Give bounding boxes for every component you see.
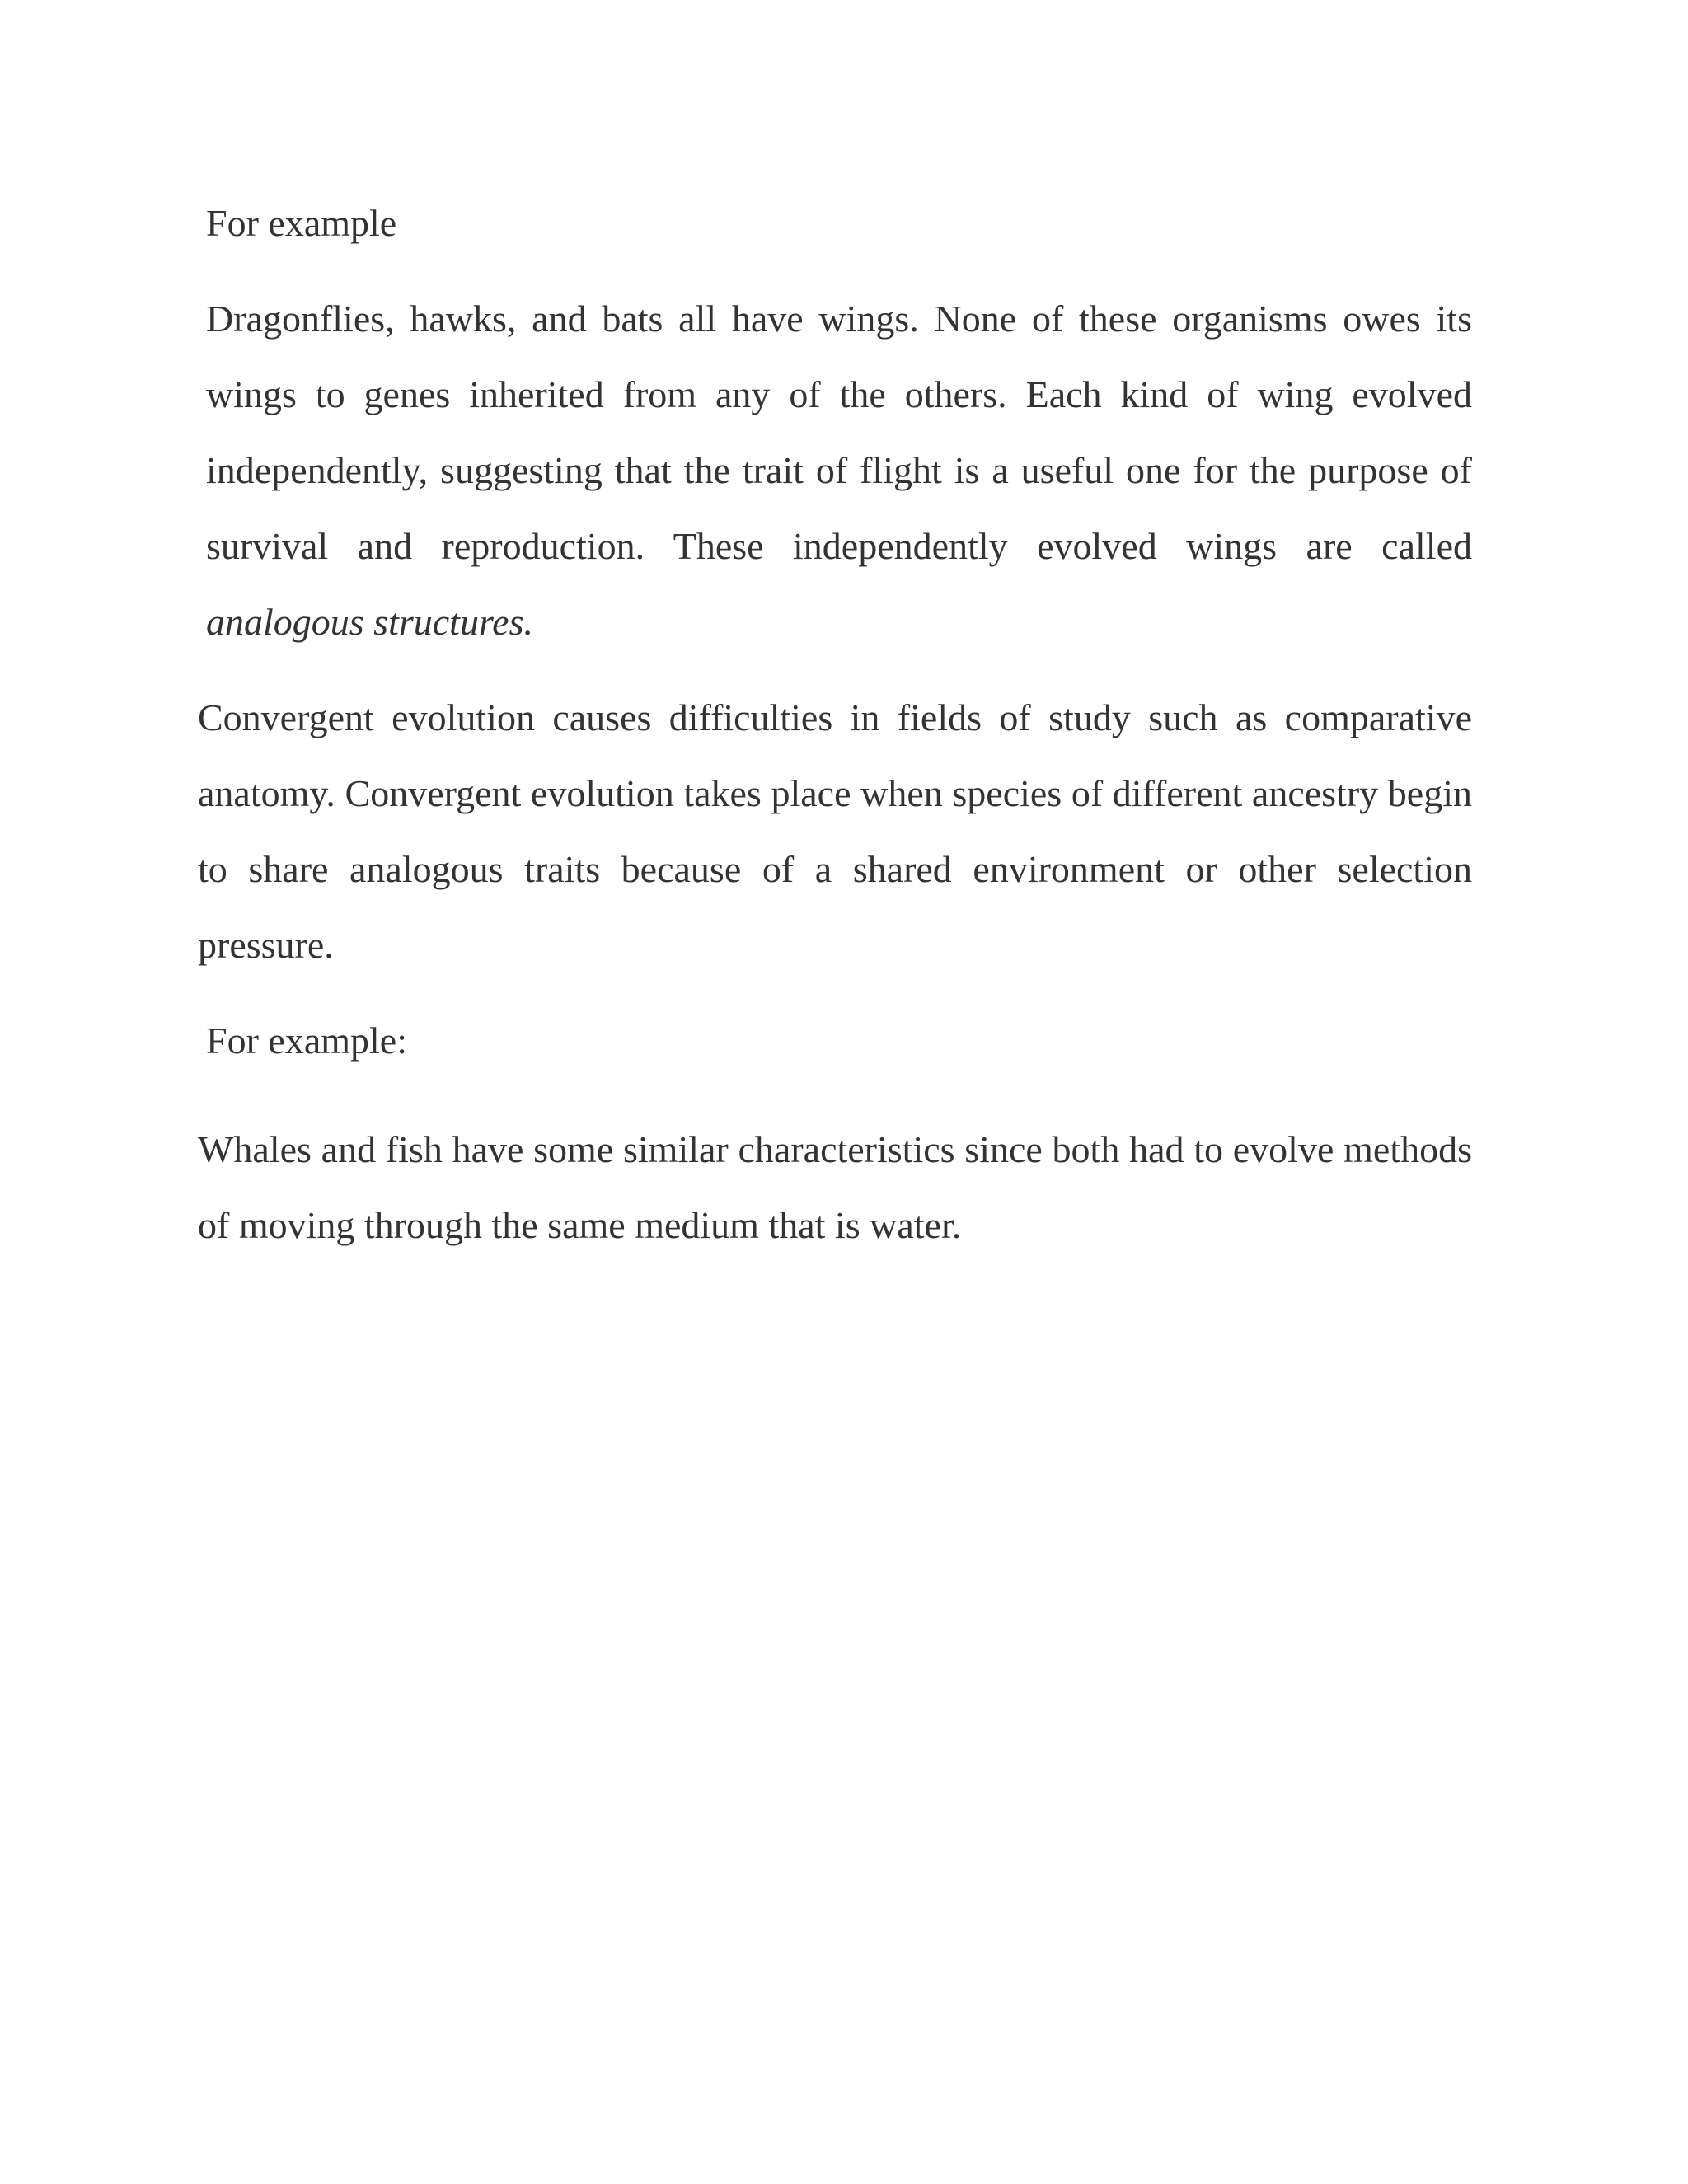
example-heading-2: For example: (206, 1019, 407, 1062)
document-body (198, 185, 1472, 1263)
example-heading-1: For example (206, 202, 397, 244)
paragraph-wings-text: Dragonflies, hawks, and bats all have wings. None of these organisms owes its wings to genes inherited from any of the others. Each kind of wing evolved independently, suggesting that the trait of flight is a useful one for the purpose of survival and reproduction. These independently evolved wings are called (206, 298, 1472, 567)
paragraph-wings (198, 281, 1472, 660)
analogous-structures-term: analogous structures. (206, 601, 533, 643)
paragraph-whales-fish: Whales and fish have some similar characteristics since both had to evolve methods of moving through the same medium that is water. (198, 1128, 1472, 1246)
paragraph-convergent-evolution: Convergent evolution causes difficulties in fields of study such as comparative anatomy. Convergent evolution takes place when species of different ancestry begin to share analogous traits because of a shared environment or other selection pressure. (198, 696, 1472, 966)
